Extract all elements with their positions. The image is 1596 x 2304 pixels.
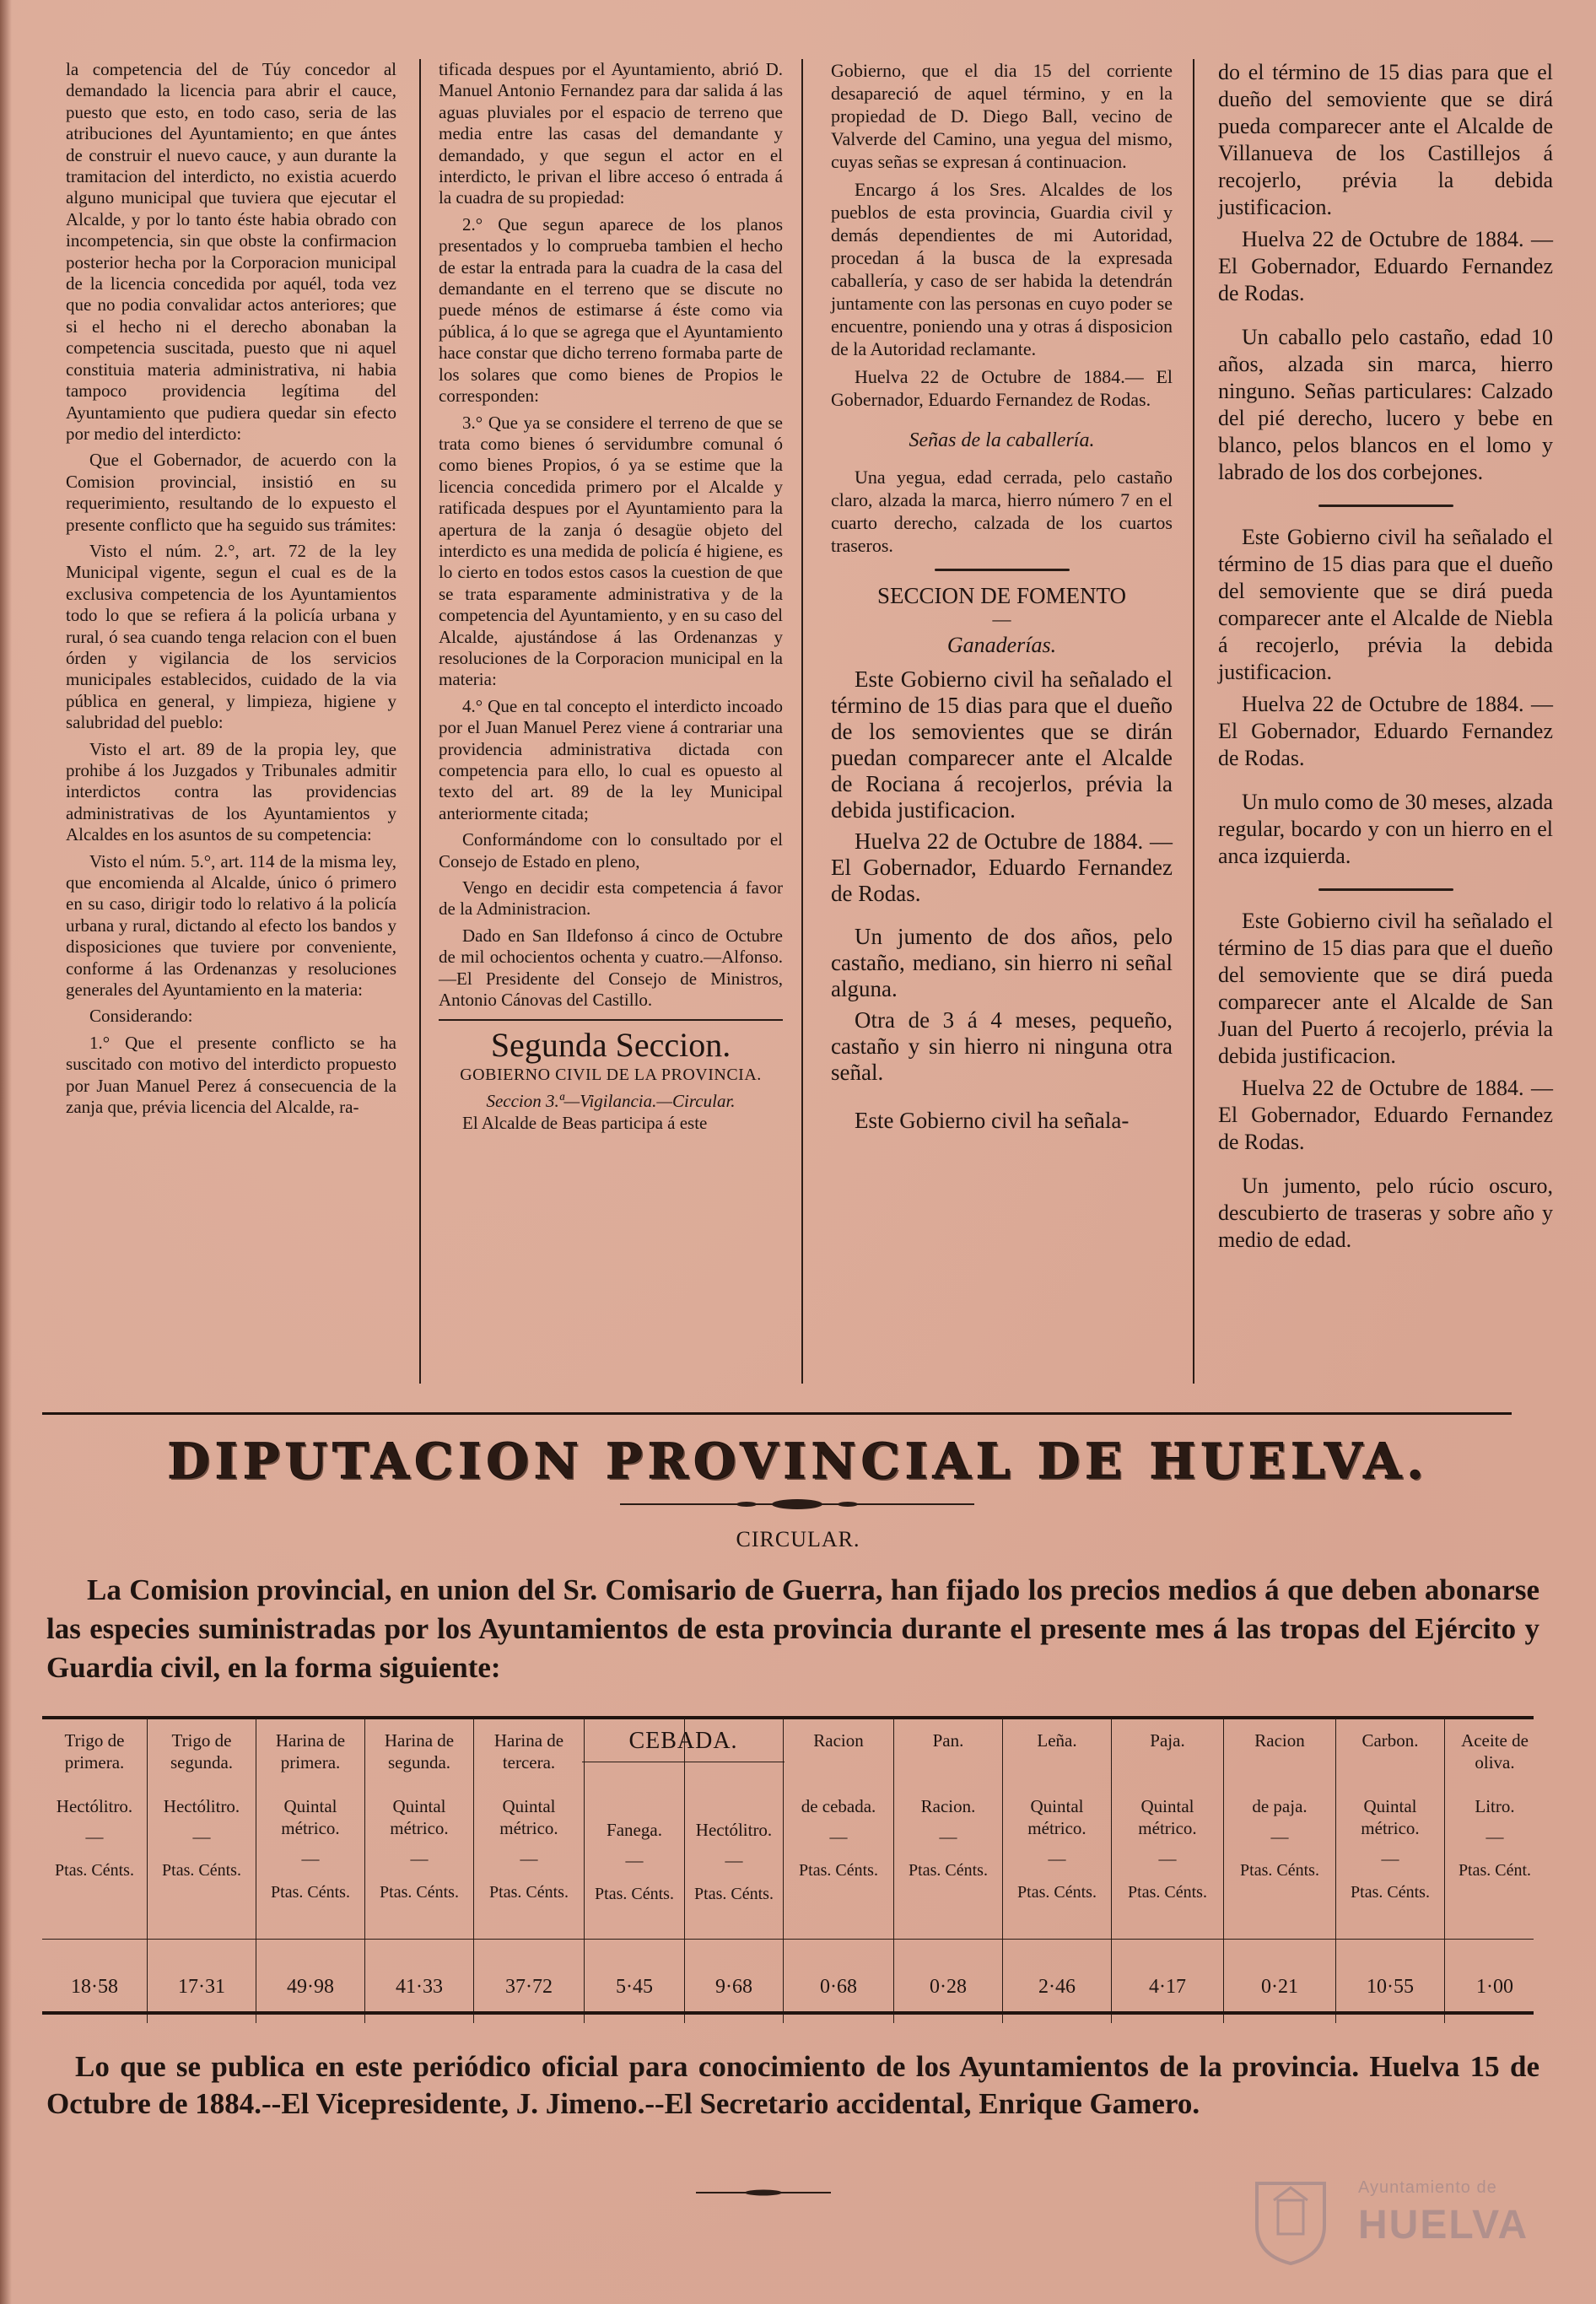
page-edge-shadow <box>0 0 12 2304</box>
table-header-cell <box>1336 1718 1445 1940</box>
column-dash: — <box>520 1848 538 1869</box>
col2-paragraph: tificada despues por el Ayuntamiento, abrió D. Manuel Antonio Fernandez para dar salida á las aguas pluviales por el espacio de terreno que media entre las casas del demandante y demandado, y que segun el actor en el interdicto, le privan el libre acceso ó entrada á la cuadra de su propiedad: <box>439 59 783 208</box>
col4-paragraph: Un mulo como de 30 meses, alzada regular, bocardo y con un hierro en el anca izquierda. <box>1218 790 1553 868</box>
column-unit: Quintal métrico. <box>1027 1796 1086 1838</box>
ornament-rule <box>620 1498 974 1510</box>
col4-paragraph: Un jumento, pelo rúcio oscuro, descubierto de traseras y sobre año y medio de edad. <box>1218 1174 1553 1252</box>
column-name: Pan. <box>932 1730 964 1751</box>
section-subtitle: GOBIERNO CIVIL DE LA PROVINCIA. <box>460 1065 762 1084</box>
column-4 <box>1218 59 1553 1259</box>
column-currency: Ptas. Cénts. <box>1240 1861 1319 1880</box>
price-cell: 41·33 <box>365 1940 474 2023</box>
fomento-dash: — <box>992 608 1011 629</box>
table-header-row <box>42 1718 1545 1940</box>
column-divider <box>1193 59 1194 1384</box>
col1-paragraph: Visto el art. 89 de la propia ley, que prohibe á los Juzgados y Tribunales admitir interdictos contra las providencias administrativas de los Ayuntamientos y Alcaldes en los asuntos de su competencia: <box>66 738 396 845</box>
column-unit: Hectólitro. <box>56 1796 133 1816</box>
column-currency: Ptas. Cénts. <box>271 1883 350 1902</box>
column-name: Harina de segunda. <box>384 1730 455 1773</box>
column-dash: — <box>1048 1848 1066 1869</box>
price-table <box>42 1718 1545 2023</box>
column-divider <box>419 59 421 1384</box>
column-dash: — <box>410 1848 429 1869</box>
separator-rule <box>935 569 1070 571</box>
col4-paragraph: Este Gobierno civil ha señalado el término de 15 dias para que el dueño del semoviente que se dirá pueda comparecer ante el Alcalde de Niebla á recojerlo, prévia la debida justificacion. <box>1218 525 1553 684</box>
table-bottom-rule <box>42 2011 1534 2015</box>
column-dash: — <box>1485 1826 1504 1847</box>
column-currency: Ptas. Cénts. <box>1128 1883 1207 1902</box>
col3-paragraph: Huelva 22 de Octubre de 1884. —El Gobernador, Eduardo Fernandez de Rodas. <box>831 828 1173 906</box>
price-cell: 49·98 <box>256 1940 365 2023</box>
table-header-cell <box>1112 1718 1224 1940</box>
column-currency: Ptas. Cénts. <box>799 1861 878 1880</box>
column-dash: — <box>1158 1848 1177 1869</box>
column-unit: Quintal métrico. <box>1361 1796 1420 1838</box>
section-title: Segunda Seccion. <box>490 1026 731 1065</box>
price-cell: 0·28 <box>894 1940 1003 2023</box>
senas-title: Señas de la caballería. <box>909 429 1095 451</box>
banner-top-rule <box>42 1412 1512 1415</box>
price-cell: 17·31 <box>148 1940 256 2023</box>
price-cell: 9·68 <box>685 1940 784 2023</box>
price-cell: 0·21 <box>1224 1940 1336 2023</box>
col2-paragraph: 4.° Que en tal concepto el interdicto incoado por el Juan Manuel Perez viene á contrariar una providencia administrativa dictada con competencia para ello, lo cual es opuesto al texto del art. 89 de la ley Municipal anteriormente citada; <box>439 695 783 823</box>
table-header-cell <box>1445 1718 1545 1940</box>
table-header-cell <box>784 1718 894 1940</box>
price-cell: 0·68 <box>784 1940 894 2023</box>
col3-paragraph: Un jumento de dos años, pelo castaño, mediano, sin hierro ni señal alguna. <box>831 924 1173 1001</box>
table-header-cell <box>42 1718 148 1940</box>
price-cell: 10·55 <box>1336 1940 1445 2023</box>
city-crest-icon <box>1240 2166 1341 2268</box>
column-dash: — <box>725 1850 743 1870</box>
column-unit: Quintal métrico. <box>499 1796 558 1838</box>
column-name: Racion <box>1254 1730 1305 1751</box>
col3-paragraph: Encargo á los Sres. Alcaldes de los pueblos de esta provincia, Guardia civil y demás dependientes de mi Autoridad, procedan á la busca de la expresada caballería, y caso de ser habida la detendrán juntamente con las personas en cuyo poder se encuentre, poniendo una y otras á disposicion de la Autoridad reclamante. <box>831 179 1173 359</box>
col3-paragraph: Este Gobierno civil ha señalado el término de 15 dias para que el dueño de los semovientes que se dirán puedan comparecer ante el Alcalde de Rociana á recojerlos, prévia la debida justificacion. <box>831 666 1173 823</box>
price-cell: 18·58 <box>71 1975 118 1998</box>
price-cell: 37·72 <box>474 1940 585 2023</box>
circular-heading: CIRCULAR. <box>736 1527 860 1551</box>
col1-paragraph: la competencia del de Túy concedor al demandado la licencia para abrir el cauce, puesto que esto, en todo caso, seria de las atribuciones del Ayuntamiento; en que ántes de construir el nuevo cauce, y aun durante la tramitacion del interdicto, no existia acuerdo alguno municipal que tuviera que ejecutar el Alcalde, y por lo tanto éste habia obrado con incompetencia, sin que obste la confirmacion posterior hecha por la Corporacion municipal de la licencia concedida por aquél, toda vez que no podia convalidar actos anteriores; que si el hecho ni el derecho abonaban la competencia suscitada, puesto que ni aquel constituia materia administrativa, ni habia tampoco providencia legítima del Ayuntamiento que pudiera quedar sin efecto por medio del interdicto: <box>66 59 396 444</box>
table-header-cell <box>1003 1718 1112 1940</box>
price-cell: 4·17 <box>1112 1940 1224 2023</box>
column-currency: Ptas. Cénts. <box>55 1861 134 1880</box>
separator-rule <box>1318 505 1453 507</box>
separator-rule <box>1318 888 1453 891</box>
column-name: Paja. <box>1150 1730 1185 1751</box>
cebada-group-header: CEBADA. <box>582 1728 785 1762</box>
column-name: Carbon. <box>1361 1730 1419 1751</box>
watermark-caption: Ayuntamiento de <box>1358 2178 1497 2197</box>
column-name: Harina de tercera. <box>493 1730 564 1773</box>
col2-paragraph: 3.° Que ya se considere el terreno de que se trata como bienes ó servidumbre comunal ó como bienes Propios, ó ya se estime que la licencia concedida primero por el Alcalde y ratificada despues por el Ayuntamiento para la apertura de la zanja ó desagüe objeto del interdicto es una medida de policía é higiene, es lo cierto en todos estos casos la cuestion de que se trata esparamente administrativa y de la competencia del Ayuntamiento, y en su caso del Alcalde, ajustándose á las Ordenanzas y resoluciones de la Corporacion municipal en la materia: <box>439 412 783 690</box>
column-name: Trigo de primera. <box>64 1730 125 1773</box>
col3-paragraph: Una yegua, edad cerrada, pelo castaño claro, alzada la marca, hierro número 7 en el cuarto derecho, calzada de los cuartos traseros. <box>831 467 1173 556</box>
column-name: Aceite de oliva. <box>1461 1730 1529 1773</box>
circular-line: Seccion 3.ª—Vigilancia.—Circular. <box>486 1091 736 1112</box>
column-currency: Ptas. Cénts. <box>1017 1883 1097 1902</box>
column-unit: Fanega. <box>607 1820 662 1840</box>
column-name: Trigo de segunda. <box>170 1730 234 1773</box>
column-currency: Ptas. Cénts. <box>162 1861 241 1880</box>
col1-paragraph: Visto el núm. 5.°, art. 114 de la misma ley, que encomienda al Alcalde, único ó primero en su caso, dirigir todo lo relativo á la policía urbana y rural, dictando al efecto los bandos y disposiciones que tuviere por conveniente, conforme á las Ordenanzas y resoluciones generales del Ayuntamiento en la materia: <box>66 850 396 1001</box>
column-unit: Quintal métrico. <box>1138 1796 1197 1838</box>
column-1 <box>66 59 396 1124</box>
column-unit: Hectólitro. <box>163 1796 240 1816</box>
column-currency: Ptas. Cénts. <box>489 1883 569 1902</box>
column-dash: — <box>192 1826 211 1847</box>
price-cell: 5·45 <box>585 1940 685 2023</box>
table-header-cell <box>365 1718 474 1940</box>
column-name: Harina de primera. <box>275 1730 346 1773</box>
col4-paragraph: Huelva 22 de Octubre de 1884. —El Gobernador, Eduardo Fernandez de Rodas. <box>1218 227 1553 305</box>
intro-paragraph: La Comision provincial, en union del Sr. Comisario de Guerra, han fijado los precios medios á que deben abonarse las especies suministradas por los Ayuntamientos de esta provincia durante el presente mes á las tropas del Ejército y Guardia civil, en la forma siguiente: <box>46 1573 1539 1684</box>
column-name: Racion <box>813 1730 864 1751</box>
table-header-cell <box>1224 1718 1336 1940</box>
col4-paragraph: Un caballo pelo castaño, edad 10 años, alzada sin marca, hierro ninguno. Señas particulares: Calzado del pié derecho, lucero y bebe en blanco, pelos blancos en el lomo y labrado de los dos corbejones. <box>1218 325 1553 484</box>
column-currency: Ptas. Cénts. <box>380 1883 459 1902</box>
column-unit: Hectólitro. <box>695 1820 773 1840</box>
column-3 <box>831 59 1173 1139</box>
col4-paragraph: do el término de 15 dias para que el dueño del semoviente que se dirá pueda comparecer ante el Alcalde de Villanueva de los Castillejos á recojerlo, prévia la debida justificacion. <box>1218 60 1553 219</box>
fomento-title: SECCION DE FOMENTO <box>876 583 1127 608</box>
table-header-cell <box>894 1718 1003 1940</box>
col3-paragraph: Otra de 3 á 4 meses, pequeño, castaño y sin hierro ni ninguna otra señal. <box>831 1007 1173 1085</box>
column-unit: Quintal métrico. <box>281 1796 340 1838</box>
price-cell: 1·00 <box>1445 1940 1545 2023</box>
col1-paragraph: Que el Gobernador, de acuerdo con la Comision provincial, insistió en su requerimiento, resultando de lo expuesto el presente conflicto que ha seguido sus trámites: <box>66 450 396 535</box>
column-dash: — <box>85 1826 104 1847</box>
watermark-title: HUELVA <box>1358 2203 1529 2247</box>
price-cell: 2·46 <box>1003 1940 1112 2023</box>
col1-paragraph: Considerando: <box>89 1006 193 1027</box>
section-rule <box>439 1019 783 1021</box>
table-header-cell <box>256 1718 365 1940</box>
column-2 <box>439 59 783 1139</box>
col4-paragraph: Este Gobierno civil ha señalado el término de 15 dias para que el dueño del semoviente que se dirá pueda comparecer ante el Alcalde de San Juan del Puerto á recojerlo, prévia la debida justificacion. <box>1218 909 1553 1068</box>
col3-paragraph: Gobierno, que el dia 15 del corriente desapareció de aquel término, y en la propiedad de D. Diego Ball, vecino de Valverde del Camino, una yegua del mismo, cuyas señas se expresan á continuacion. <box>831 60 1173 172</box>
banner-title: DIPUTACION PROVINCIAL DE HUELVA. <box>167 1433 1429 1490</box>
column-dash: — <box>1381 1848 1399 1869</box>
col2-paragraph: Vengo en decidir esta competencia á favor de la Administracion. <box>439 877 783 920</box>
bottom-ornament <box>696 2189 831 2196</box>
col3-paragraph: Huelva 22 de Octubre de 1884.— El Gobernador, Eduardo Fernandez de Rodas. <box>831 366 1173 410</box>
column-dash: — <box>625 1850 644 1870</box>
column-currency: Ptas. Cénts. <box>595 1885 674 1903</box>
column-unit: de cebada. <box>801 1796 876 1816</box>
table-divider <box>42 1939 1534 1940</box>
col2-paragraph: El Alcalde de Beas participa á este <box>462 1112 708 1133</box>
column-unit: Racion. <box>920 1796 976 1816</box>
column-currency: Ptas. Cént. <box>1458 1861 1532 1880</box>
column-dash: — <box>829 1826 848 1847</box>
table-header-cell <box>148 1718 256 1940</box>
col4-paragraph: Huelva 22 de Octubre de 1884. —El Gobernador, Eduardo Fernandez de Rodas. <box>1218 1076 1553 1154</box>
column-unit: Quintal métrico. <box>390 1796 449 1838</box>
col2-paragraph: Dado en San Ildefonso á cinco de Octubre de mil ochocientos ochenta y cuatro.—Alfonso.—El Presidente del Consejo de Ministros, Antonio Cánovas del Castillo. <box>439 925 783 1011</box>
col2-paragraph: 2.° Que segun aparece de los planos presentados y lo comprueba tambien el hecho de estar la entrada para la cuadra de la casa del demandante en el terreno que se discute no puede ménos de estimarse á éste como via pública, á lo que se agrega que el Ayuntamiento hace constar que dicho terreno formaba parte de los solares que como bienes de Propios le corresponden: <box>439 213 783 407</box>
archive-watermark <box>1240 2166 1544 2268</box>
fomento-subtitle: Ganaderías. <box>946 633 1057 657</box>
column-currency: Ptas. Cénts. <box>1351 1883 1430 1902</box>
column-dash: — <box>301 1848 320 1869</box>
column-dash: — <box>939 1826 957 1847</box>
col3-paragraph: Este Gobierno civil ha señala- <box>855 1108 1130 1133</box>
footer-paragraph: Lo que se publica en este periódico oficial para conocimiento de los Ayuntamientos de la provincia. Huelva 15 de Octubre de 1884.--El Vicepresidente, J. Jimeno.--El Secretario accidental, Enrique Gamero. <box>46 2050 1539 2120</box>
col1-paragraph: Visto el núm. 2.°, art. 72 de la ley Municipal vigente, segun el cual es de la exclusiva competencia de los Ayuntamientos todo lo que se refiera á la policía urbana y rural, ó sea cuando tenga relacion con el buen órden y vigilancia de los servicios municipales establecidos, cuidado de la via pública en general, y limpieza, higiene y salubridad del pueblo: <box>66 540 396 733</box>
column-divider <box>801 59 803 1384</box>
column-name: Leña. <box>1037 1730 1077 1751</box>
col4-paragraph: Huelva 22 de Octubre de 1884. —El Gobernador, Eduardo Fernandez de Rodas. <box>1218 692 1553 770</box>
column-unit: Litro. <box>1475 1796 1515 1816</box>
column-dash: — <box>1270 1826 1289 1847</box>
col2-paragraph: Conformándome con lo consultado por el Consejo de Estado en pleno, <box>439 829 783 871</box>
column-currency: Ptas. Cénts. <box>694 1885 774 1903</box>
column-unit: de paja. <box>1252 1796 1308 1816</box>
table-header-cell <box>474 1718 585 1940</box>
column-currency: Ptas. Cénts. <box>909 1861 988 1880</box>
col1-paragraph: 1.° Que el presente conflicto se ha suscitado con motivo del interdicto propuesto por Juan Manuel Perez á consecuencia de la zanja que, prévia licencia del Alcalde, ra- <box>66 1032 396 1118</box>
